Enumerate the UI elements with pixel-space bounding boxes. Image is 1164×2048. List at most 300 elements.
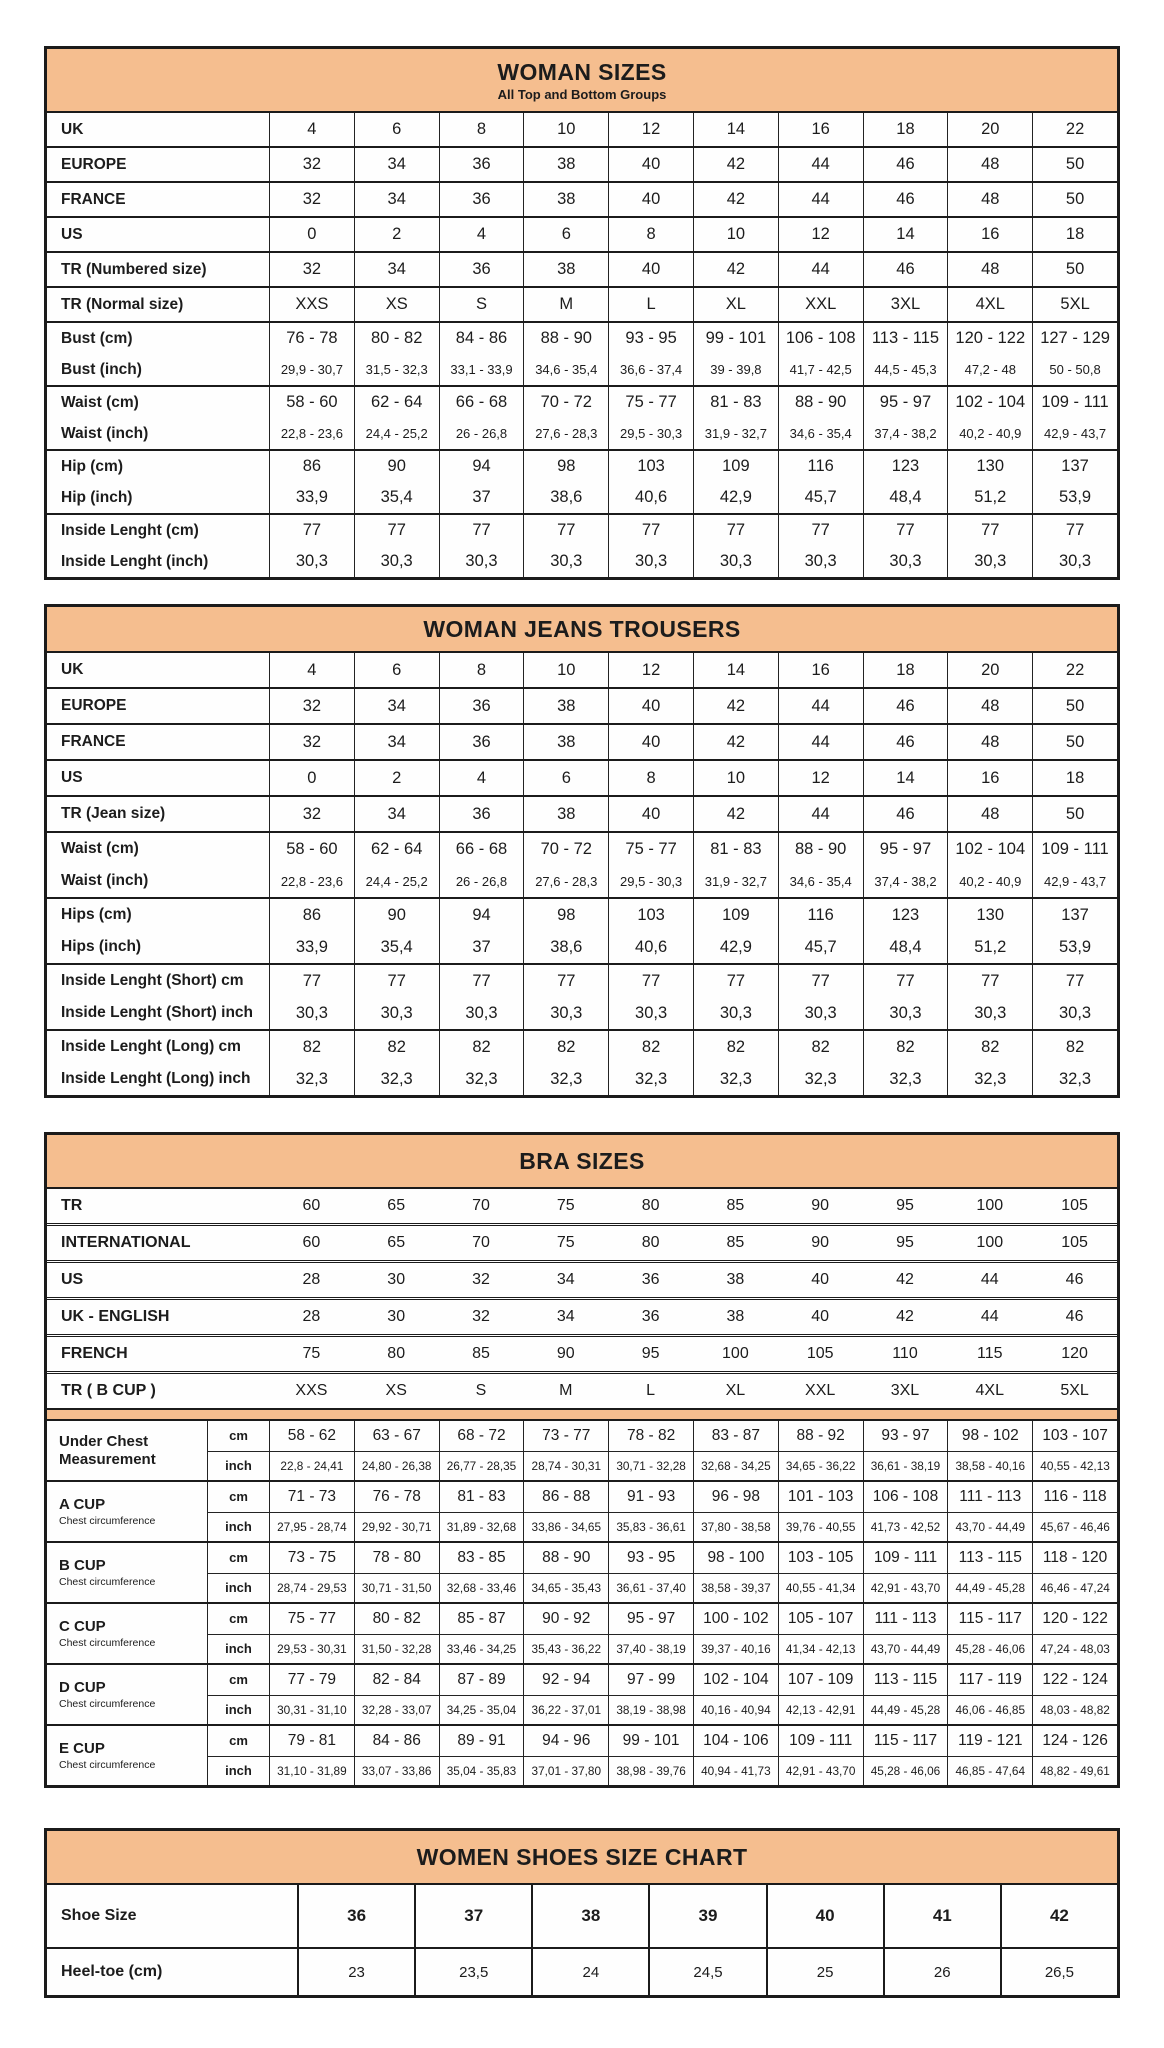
cup-row xyxy=(207,1726,1117,1756)
cell-value: 30 xyxy=(387,1308,406,1325)
cell-value: 86 - 88 xyxy=(523,1482,608,1512)
row-label: TR (Numbered size) xyxy=(61,260,207,278)
cell-value: M xyxy=(523,288,608,321)
cell-value: 18 xyxy=(1032,761,1117,795)
unit-label: inch xyxy=(207,1757,269,1786)
table-row xyxy=(47,546,1117,577)
cell-value: 137 xyxy=(1032,451,1117,482)
cup-rows xyxy=(207,1726,1117,1785)
cell-value: 37 xyxy=(439,931,524,963)
cell-value: 42 xyxy=(693,797,778,831)
table-row xyxy=(47,323,1117,354)
cell-value: 45,28 - 46,06 xyxy=(947,1635,1032,1664)
table-row xyxy=(47,451,1117,482)
row-label: UK xyxy=(61,661,84,678)
cell-value: 31,10 - 31,89 xyxy=(269,1757,354,1786)
cell-value: 46 xyxy=(1065,1308,1084,1325)
cell-value: 83 - 87 xyxy=(693,1421,778,1451)
cell-value: 36 xyxy=(439,253,524,286)
cell-value: 14 xyxy=(693,113,778,146)
cell-value: 40 xyxy=(608,725,693,759)
cell-value: 22,8 - 23,6 xyxy=(269,865,354,897)
cup-sublabel: Chest circumference xyxy=(59,1759,156,1772)
cell-value: 4 xyxy=(439,761,524,795)
cell-value: 80 xyxy=(641,1197,660,1214)
cell-value: 116 xyxy=(778,899,863,931)
cell-value: 42 xyxy=(693,689,778,723)
cell-value: 38,19 - 38,98 xyxy=(608,1696,693,1725)
cell-value: 95 - 97 xyxy=(863,833,948,865)
cell-value: 37,01 - 37,80 xyxy=(523,1757,608,1786)
cell-value: 107 - 109 xyxy=(778,1665,863,1695)
cell-value: 46 xyxy=(863,253,948,286)
row-group xyxy=(47,449,1117,513)
row-label: TR ( B CUP ) xyxy=(61,1382,156,1399)
cell-value: 24,80 - 26,38 xyxy=(354,1452,439,1481)
cell-value: 106 - 108 xyxy=(778,323,863,354)
unit-label: inch xyxy=(207,1574,269,1603)
cell-value: 32 xyxy=(472,1271,490,1288)
cell-value: 3XL xyxy=(863,288,948,321)
bra-sizes-title: BRA SIZES xyxy=(519,1147,645,1174)
cell-value: 48 xyxy=(947,183,1032,216)
bra-sizes-grid xyxy=(47,1189,1117,1408)
cell-value: 89 - 91 xyxy=(439,1726,524,1756)
cell-value: 77 xyxy=(439,965,524,997)
cell-value: 30,31 - 31,10 xyxy=(269,1696,354,1725)
cell-value: 124 - 126 xyxy=(1032,1726,1117,1756)
cup-group xyxy=(47,1541,1117,1602)
table-row xyxy=(47,387,1117,418)
cell-value: 47,2 - 48 xyxy=(947,354,1032,385)
cell-value: 86 xyxy=(269,899,354,931)
cup-sublabel: Chest circumference xyxy=(59,1515,156,1528)
cell-value: 24,5 xyxy=(648,1949,765,1995)
table-row xyxy=(47,1031,1117,1063)
row-group xyxy=(47,795,1117,831)
cell-value: 24 xyxy=(531,1949,648,1995)
cell-value: 80 - 82 xyxy=(354,323,439,354)
cell-value: 50 xyxy=(1032,725,1117,759)
cup-row xyxy=(207,1512,1117,1542)
row-label: Hips (inch) xyxy=(61,938,142,955)
table-row xyxy=(47,113,1117,146)
cup-label xyxy=(47,1543,207,1602)
cell-value: 42 xyxy=(693,725,778,759)
cell-value: 30,3 xyxy=(269,997,354,1029)
cell-value: 48,4 xyxy=(863,482,948,513)
cell-value: 43,70 - 44,49 xyxy=(863,1635,948,1664)
woman-sizes-subtitle: All Top and Bottom Groups xyxy=(497,86,667,102)
row-label: Inside Lenght (Short) cm xyxy=(61,972,244,989)
row-label: FRENCH xyxy=(61,1345,128,1362)
cell-value: 50 xyxy=(1032,797,1117,831)
cell-value: 44,49 - 45,28 xyxy=(863,1696,948,1725)
cell-value: 103 xyxy=(608,451,693,482)
row-group xyxy=(47,653,1117,687)
row-group xyxy=(47,1947,1117,1995)
cell-value: 30,3 xyxy=(439,546,524,577)
cell-value: 34,6 - 35,4 xyxy=(523,354,608,385)
cell-value: 123 xyxy=(863,899,948,931)
cell-value: 30,3 xyxy=(439,997,524,1029)
cell-value: 46 xyxy=(1065,1271,1084,1288)
cell-value: 80 xyxy=(641,1234,660,1251)
cell-value: 32,3 xyxy=(1032,1063,1117,1095)
unit-label: cm xyxy=(207,1726,269,1756)
cell-value: 90 xyxy=(811,1197,830,1214)
cell-value: 90 xyxy=(354,899,439,931)
cell-value: 27,6 - 28,3 xyxy=(523,418,608,449)
cell-value: 35,43 - 36,22 xyxy=(523,1635,608,1664)
table-row xyxy=(47,689,1117,723)
cell-value: 105 - 107 xyxy=(778,1604,863,1634)
cell-value: 58 - 62 xyxy=(269,1421,354,1451)
cell-value: 24,4 - 25,2 xyxy=(354,418,439,449)
bra-section-divider xyxy=(47,1408,1117,1421)
cell-value: 94 - 96 xyxy=(523,1726,608,1756)
cell-value: S xyxy=(439,288,524,321)
woman-sizes-grid xyxy=(47,113,1117,577)
cell-value: 6 xyxy=(354,653,439,687)
cell-value: 40 xyxy=(608,689,693,723)
row-label: FRANCE xyxy=(61,190,126,208)
cell-value: 73 - 77 xyxy=(523,1421,608,1451)
cell-value: 94 xyxy=(439,451,524,482)
table-row xyxy=(47,899,1117,931)
cell-value: XXL xyxy=(805,1382,836,1399)
table-row xyxy=(47,725,1117,759)
row-label: UK - ENGLISH xyxy=(61,1308,170,1325)
cell-value: 99 - 101 xyxy=(693,323,778,354)
cell-value: 118 - 120 xyxy=(1032,1543,1117,1573)
cell-value: 0 xyxy=(269,218,354,251)
cell-value: 38 xyxy=(726,1271,745,1288)
cell-value: 12 xyxy=(608,653,693,687)
row-label: Inside Lenght (Long) cm xyxy=(61,1038,241,1055)
table-row xyxy=(47,354,1117,385)
table-row xyxy=(47,515,1117,546)
cell-value: 42,91 - 43,70 xyxy=(863,1574,948,1603)
cell-value: 40 xyxy=(766,1885,883,1947)
table-row xyxy=(47,1226,1117,1260)
cell-value: 111 - 113 xyxy=(947,1482,1032,1512)
cell-value: 77 xyxy=(523,965,608,997)
cell-value: 32,3 xyxy=(439,1063,524,1095)
cell-value: 38 xyxy=(531,1885,648,1947)
cell-value: 109 xyxy=(693,451,778,482)
row-label: Waist (cm) xyxy=(61,840,139,857)
row-label: Bust (inch) xyxy=(61,360,142,378)
cell-value: 84 - 86 xyxy=(354,1726,439,1756)
cell-value: 46 xyxy=(863,148,948,181)
cell-value: 37 xyxy=(439,482,524,513)
cell-value: 30,3 xyxy=(354,997,439,1029)
cell-value: 87 - 89 xyxy=(439,1665,524,1695)
cell-value: 26 xyxy=(883,1949,1000,1995)
cell-value: 105 xyxy=(1061,1197,1088,1214)
cell-value: 28,74 - 30,31 xyxy=(523,1452,608,1481)
woman-jeans-grid xyxy=(47,653,1117,1095)
row-label: UK xyxy=(61,120,84,138)
row-group xyxy=(47,1029,1117,1095)
cell-value: 18 xyxy=(863,113,948,146)
cell-value: 31,50 - 32,28 xyxy=(354,1635,439,1664)
row-label: TR (Jean size) xyxy=(61,805,166,822)
cell-value: 29,5 - 30,3 xyxy=(608,865,693,897)
cell-value: 41,73 - 42,52 xyxy=(863,1513,948,1542)
cell-value: 38 xyxy=(523,148,608,181)
cell-value: 2 xyxy=(354,218,439,251)
cell-value: 77 xyxy=(608,515,693,546)
cell-value: 30,3 xyxy=(354,546,439,577)
cell-value: 95 xyxy=(641,1345,660,1362)
cell-value: 34 xyxy=(354,148,439,181)
cell-value: 36 xyxy=(439,725,524,759)
cell-value: 42 xyxy=(693,253,778,286)
cell-value: 68 - 72 xyxy=(439,1421,524,1451)
cell-value: 26 - 26,8 xyxy=(439,865,524,897)
cell-value: 96 - 98 xyxy=(693,1482,778,1512)
cell-value: 30,71 - 32,28 xyxy=(608,1452,693,1481)
row-group xyxy=(47,963,1117,1029)
cell-value: 75 xyxy=(302,1345,321,1362)
cup-group xyxy=(47,1724,1117,1785)
cell-value: 76 - 78 xyxy=(269,323,354,354)
cell-value: 95 - 97 xyxy=(863,387,948,418)
table-row xyxy=(47,1263,1117,1297)
cell-value: 88 - 90 xyxy=(778,833,863,865)
cup-row xyxy=(207,1451,1117,1481)
cell-value: XXL xyxy=(778,288,863,321)
cell-value: 81 - 83 xyxy=(439,1482,524,1512)
cell-value: 53,9 xyxy=(1032,931,1117,963)
cell-value: 35,83 - 36,61 xyxy=(608,1513,693,1542)
cell-value: 32 xyxy=(269,183,354,216)
cell-value: XL xyxy=(693,288,778,321)
cell-value: 12 xyxy=(608,113,693,146)
cell-value: 109 - 111 xyxy=(778,1726,863,1756)
cell-value: 41 xyxy=(883,1885,1000,1947)
cell-value: 63 - 67 xyxy=(354,1421,439,1451)
cell-value: 100 xyxy=(976,1234,1004,1251)
cell-value: 39,76 - 40,55 xyxy=(778,1513,863,1542)
cell-value: 111 - 113 xyxy=(863,1604,948,1634)
cell-value: 78 - 82 xyxy=(608,1421,693,1451)
cell-value: 46 xyxy=(863,725,948,759)
cell-value: 102 - 104 xyxy=(693,1665,778,1695)
cell-value: 82 xyxy=(947,1031,1032,1063)
cell-value: 38 xyxy=(523,797,608,831)
table-row xyxy=(47,965,1117,997)
cell-value: 33,1 - 33,9 xyxy=(439,354,524,385)
table-row xyxy=(47,653,1117,687)
cell-value: 77 xyxy=(354,515,439,546)
cell-value: 109 - 111 xyxy=(863,1543,948,1573)
cup-rows xyxy=(207,1543,1117,1602)
woman-sizes-header xyxy=(47,49,1117,113)
bra-sizes-header xyxy=(47,1135,1117,1189)
cell-value: 37,40 - 38,19 xyxy=(608,1635,693,1664)
cell-value: 3XL xyxy=(890,1382,920,1399)
row-label: Hip (inch) xyxy=(61,488,133,506)
cell-value: 36 xyxy=(641,1308,660,1325)
cell-value: 23 xyxy=(297,1949,414,1995)
cell-value: 46 xyxy=(863,797,948,831)
cell-value: 33,46 - 34,25 xyxy=(439,1635,524,1664)
row-label: EUROPE xyxy=(61,155,127,173)
cell-value: 34 xyxy=(556,1308,575,1325)
cell-value: 44 xyxy=(778,797,863,831)
cell-value: 40,6 xyxy=(608,482,693,513)
cup-name: D CUP xyxy=(59,1678,106,1696)
cell-value: 44 xyxy=(778,689,863,723)
row-group xyxy=(47,897,1117,963)
cell-value: 88 - 92 xyxy=(778,1421,863,1451)
cup-row xyxy=(207,1634,1117,1664)
cell-value: 8 xyxy=(608,761,693,795)
cell-value: 103 - 105 xyxy=(778,1543,863,1573)
cell-value: 4 xyxy=(439,218,524,251)
cell-value: 40 xyxy=(811,1271,830,1288)
cell-value: 100 - 102 xyxy=(693,1604,778,1634)
cell-value: 80 xyxy=(387,1345,406,1362)
cup-name: E CUP xyxy=(59,1739,105,1757)
cup-rows xyxy=(207,1421,1117,1480)
cell-value: 98 - 102 xyxy=(947,1421,1032,1451)
cell-value: 22,8 - 23,6 xyxy=(269,418,354,449)
woman-sizes-title: WOMAN SIZES xyxy=(497,58,667,85)
unit-label: cm xyxy=(207,1665,269,1695)
row-group xyxy=(47,146,1117,181)
cell-value: 32,3 xyxy=(947,1063,1032,1095)
cup-row xyxy=(207,1573,1117,1603)
row-group xyxy=(47,513,1117,577)
cell-value: 77 xyxy=(778,965,863,997)
cell-value: 81 - 83 xyxy=(693,387,778,418)
cell-value: 73 - 75 xyxy=(269,1543,354,1573)
cell-value: 38 xyxy=(523,725,608,759)
cell-value: 113 - 115 xyxy=(863,1665,948,1695)
cell-value: 34 xyxy=(354,183,439,216)
cell-value: 95 xyxy=(896,1234,914,1251)
cell-value: 36 xyxy=(439,183,524,216)
cell-value: 77 xyxy=(269,515,354,546)
cell-value: 82 xyxy=(863,1031,948,1063)
cell-value: 36,6 - 37,4 xyxy=(608,354,693,385)
cell-value: 36 xyxy=(297,1885,414,1947)
cup-row xyxy=(207,1665,1117,1695)
cup-label xyxy=(47,1604,207,1663)
cell-value: 48 xyxy=(947,797,1032,831)
cell-value: 37,4 - 38,2 xyxy=(863,865,948,897)
cell-value: 71 - 73 xyxy=(269,1482,354,1512)
cell-value: 16 xyxy=(947,761,1032,795)
cell-value: 37,4 - 38,2 xyxy=(863,418,948,449)
cell-value: 18 xyxy=(863,653,948,687)
cell-value: 37,80 - 38,58 xyxy=(693,1513,778,1542)
cell-value: 46,46 - 47,24 xyxy=(1032,1574,1117,1603)
row-group xyxy=(47,321,1117,385)
cup-group xyxy=(47,1421,1117,1480)
cell-value: 33,9 xyxy=(269,482,354,513)
cell-value: XS xyxy=(385,1382,407,1399)
cell-value: 109 - 111 xyxy=(1032,387,1117,418)
cell-value: 82 xyxy=(354,1031,439,1063)
cup-label xyxy=(47,1665,207,1724)
cell-value: 88 - 90 xyxy=(523,323,608,354)
cell-value: 44 xyxy=(980,1271,999,1288)
cell-value: 26,5 xyxy=(1000,1949,1117,1995)
cell-value: 40 xyxy=(608,253,693,286)
cell-value: 66 - 68 xyxy=(439,387,524,418)
row-label: Shoe Size xyxy=(61,1907,137,1924)
cup-name: Under Chest Measurement xyxy=(59,1433,156,1468)
cell-value: 77 - 79 xyxy=(269,1665,354,1695)
cell-value: 48,4 xyxy=(863,931,948,963)
cell-value: 38,6 xyxy=(523,931,608,963)
row-label: Hips (cm) xyxy=(61,906,132,923)
cell-value: 62 - 64 xyxy=(354,833,439,865)
cell-value: 6 xyxy=(523,218,608,251)
unit-label: cm xyxy=(207,1543,269,1573)
cell-value: 32,3 xyxy=(863,1063,948,1095)
cell-value: 101 - 103 xyxy=(778,1482,863,1512)
cell-value: 34,6 - 35,4 xyxy=(778,865,863,897)
cell-value: 38 xyxy=(523,253,608,286)
cup-sublabel: Chest circumference xyxy=(59,1637,156,1650)
cup-label xyxy=(47,1726,207,1785)
row-label: Heel-toe (cm) xyxy=(61,1963,163,1980)
cell-value: 48 xyxy=(947,725,1032,759)
table-row xyxy=(47,1885,1117,1947)
cell-value: 8 xyxy=(439,113,524,146)
women-shoes-title: WOMEN SHOES SIZE CHART xyxy=(416,1843,748,1870)
cell-value: 38,6 xyxy=(523,482,608,513)
cell-value: 46,06 - 46,85 xyxy=(947,1696,1032,1725)
cell-value: 77 xyxy=(1032,965,1117,997)
cell-value: 77 xyxy=(863,515,948,546)
row-group xyxy=(47,1334,1117,1371)
table-row xyxy=(47,218,1117,251)
unit-label: cm xyxy=(207,1482,269,1512)
cell-value: 82 xyxy=(523,1031,608,1063)
cup-row xyxy=(207,1604,1117,1634)
cell-value: 46 xyxy=(863,689,948,723)
cell-value: 75 - 77 xyxy=(608,387,693,418)
cell-value: 4XL xyxy=(947,288,1032,321)
cell-value: 115 - 117 xyxy=(863,1726,948,1756)
cell-value: 36,61 - 37,40 xyxy=(608,1574,693,1603)
cup-row xyxy=(207,1482,1117,1512)
cell-value: 82 xyxy=(1032,1031,1117,1063)
cell-value: 34 xyxy=(354,725,439,759)
cell-value: 83 - 85 xyxy=(439,1543,524,1573)
cell-value: 113 - 115 xyxy=(947,1543,1032,1573)
cell-value: 42 xyxy=(896,1308,914,1325)
row-label: US xyxy=(61,225,83,243)
cell-value: 36 xyxy=(641,1271,660,1288)
table-row xyxy=(47,1300,1117,1334)
cell-value: 34 xyxy=(354,797,439,831)
cell-value: 32,68 - 33,46 xyxy=(439,1574,524,1603)
cell-value: 98 - 100 xyxy=(693,1543,778,1573)
cell-value: 30,3 xyxy=(1032,997,1117,1029)
cell-value: 88 - 90 xyxy=(523,1543,608,1573)
cell-value: 37 xyxy=(414,1885,531,1947)
row-group xyxy=(47,216,1117,251)
row-label: Inside Lenght (Short) inch xyxy=(61,1004,254,1021)
